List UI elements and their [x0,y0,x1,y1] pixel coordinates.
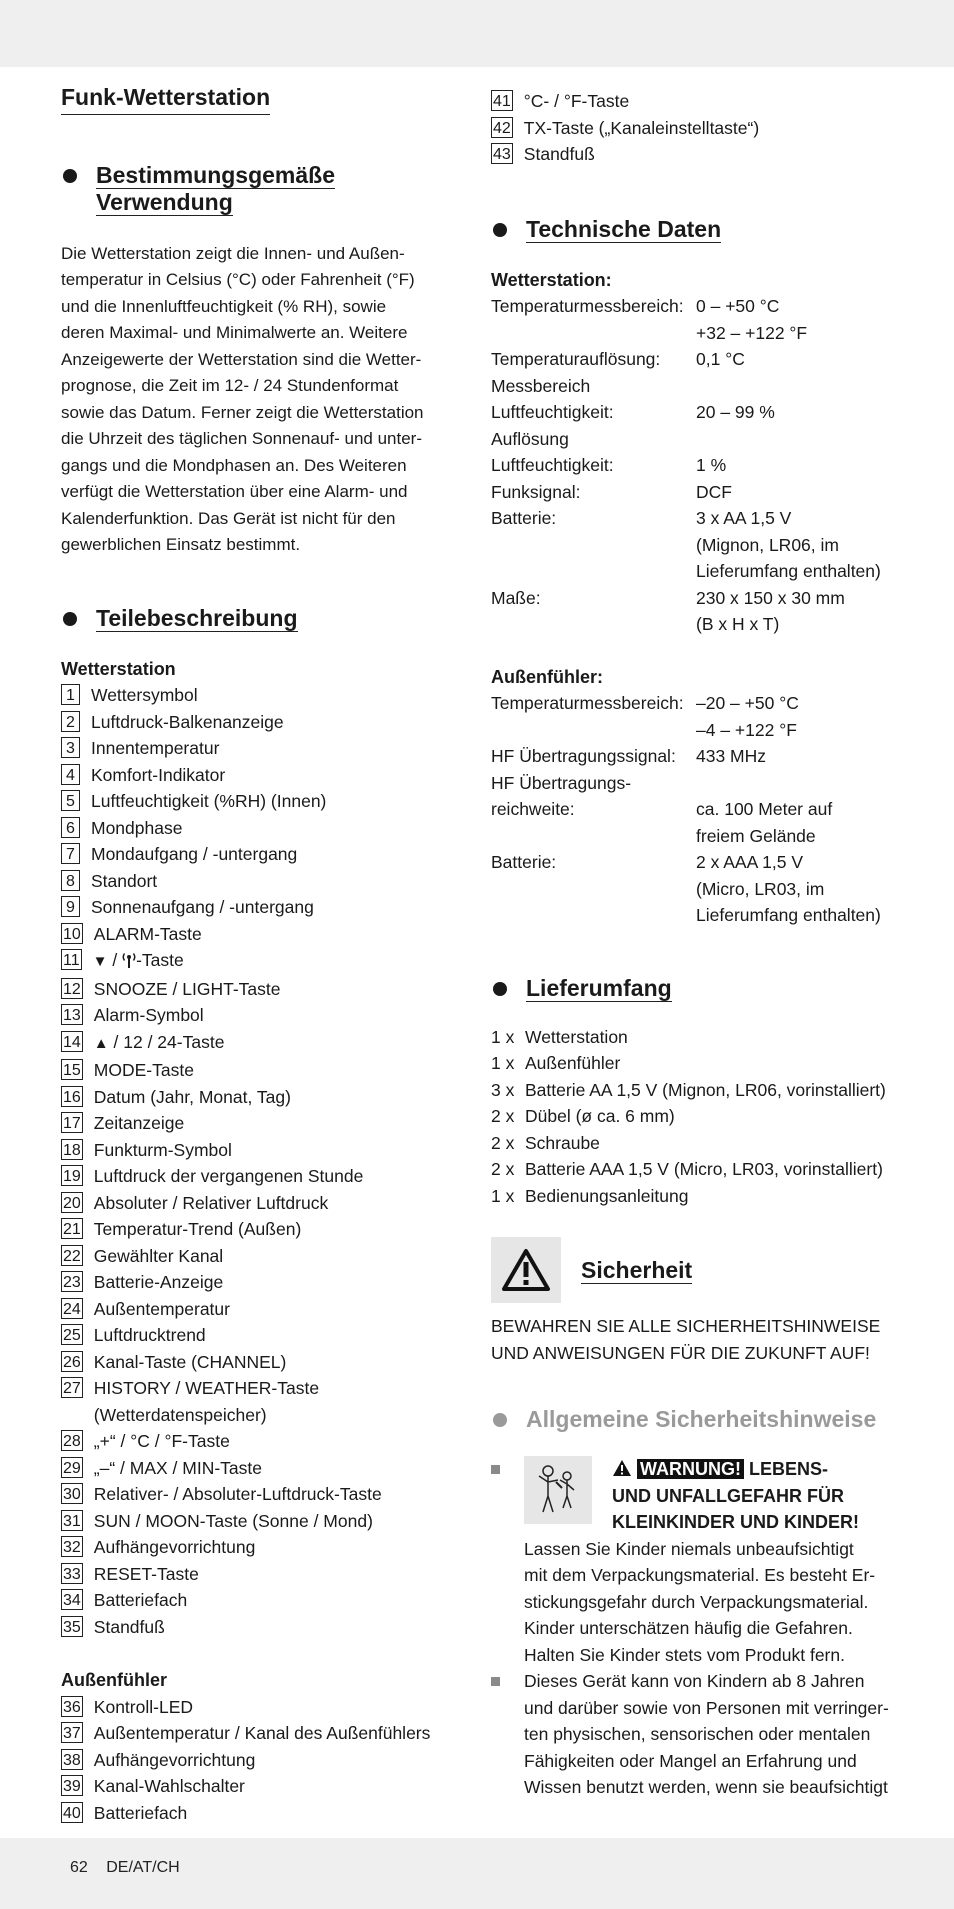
triangle-up-icon: ▲ [93,1034,109,1052]
list-item [61,1084,466,1111]
item-label: Standfuß [93,1616,165,1637]
spec-row [491,346,901,373]
item-number: 24 [61,1298,83,1319]
spec-row [491,902,901,929]
spec-row [491,770,901,797]
text-line: die Uhrzeit des täglichen Sonnenauf- und unter- [61,429,423,449]
spec-value: –4 – +122 °F [696,719,797,740]
spec-value: Lieferumfang enthalten) [696,905,881,925]
item-quantity: 1 x [491,1026,515,1047]
section-title-parts: Teilebeschreibung [96,604,298,631]
list-item [61,1002,466,1029]
item-label [94,1029,466,1058]
item-number: 28 [61,1430,83,1451]
spec-value: –20 – +50 °C [696,693,799,713]
section-heading-scope [491,975,901,1002]
item-label: Alarm-Symbol [93,1005,204,1026]
square-bullet-icon [491,1465,500,1474]
spec-key [491,717,696,744]
item-label: Komfort-Indikator [91,764,226,785]
list-item [61,894,466,921]
text-line: Halten Sie Kinder stets vom Produkt fern. [524,1644,845,1665]
item-quantity: 2 x [491,1106,515,1126]
section-title-tech: Technische Daten [526,215,722,242]
item-number: 11 [61,949,82,970]
text-line: ten physischen, sensorischen oder mentalen [524,1724,871,1744]
spec-key [491,611,696,638]
spec-row [491,796,901,823]
spec-row [491,452,901,479]
text-line: und die Innenluftfeuchtigkeit (% RH), sowie [61,296,387,316]
item-label: Luftdruck der vergangenen Stunde [93,1166,364,1187]
tech-station-heading: Wetterstation: [491,269,612,290]
warning-heading-text: KLEINKINDER UND KINDER! [612,1512,859,1532]
spec-row [491,293,901,320]
item-number: 34 [61,1589,83,1610]
spec-value [696,426,901,453]
spec-key: Luftfeuchtigkeit: [491,402,614,422]
text-line: mit dem Verpackungsmaterial. Es besteht Er- [524,1565,876,1585]
spec-key: Batterie: [491,852,557,872]
text-line: deren Maximal- und Minimalwerte an. Weitere [61,323,408,343]
text-line: sowie das Datum. Ferner zeigt die Wetterstation [61,402,424,422]
item-label: Batteriefach [93,1802,188,1823]
list-item [491,115,901,142]
section-heading-safety [491,1237,901,1303]
spec-row [491,823,901,850]
parts-sensor-list [61,1694,466,1827]
list-item [61,1137,466,1164]
spec-key [491,902,696,929]
item-number: 42 [491,117,513,138]
spec-key: reichweite: [491,799,575,819]
item-label: Wetterstation [525,1026,628,1047]
list-item [61,682,466,709]
text-line: prognose, die Zeit im 12- / 24 Stundenformat [61,376,399,396]
item-label: Aufhängevorrichtung [93,1749,256,1770]
text-line: temperatur in Celsius (°C) oder Fahrenheit (°F) [61,270,415,290]
item-number: 31 [61,1510,83,1531]
item-quantity: 2 x [491,1159,515,1179]
item-quantity: 2 x [491,1132,515,1153]
keep-instructions-line: UND ANWEISUNGEN FÜR DIE ZUKUNFT AUF! [491,1342,870,1363]
list-item [61,1057,466,1084]
spec-key: Temperaturmessbereich: [491,693,684,713]
text-line: Wissen benutzt werden, wenn sie beaufsichtigt [524,1777,888,1797]
section-bullet-icon [493,1413,507,1427]
parts-sensor-heading: Außenfühler [61,1670,167,1691]
warning-heading [612,1456,859,1536]
item-label: Wettersymbol [91,685,198,706]
warning-small-icon [612,1459,632,1477]
item-label: ALARM-Taste [93,923,202,944]
list-item [61,868,466,895]
warning-triangle-icon [491,1237,561,1303]
spec-row [491,743,901,770]
list-item [61,947,466,976]
list-item [61,1800,466,1827]
spec-key: Temperaturmessbereich: [491,296,684,316]
text-line: stickungsgefahr durch Verpackungsmaterial. [524,1591,869,1612]
spec-row [491,849,901,876]
item-label: Mondaufgang / -untergang [91,844,298,865]
item-label: °C- / °F-Taste [523,91,630,111]
page-number: 62 [70,1859,88,1876]
warning-children [491,1456,901,1668]
item-label: Aufhängevorrichtung [93,1537,256,1558]
section-heading-general-safety [491,1406,901,1432]
spec-value [696,770,901,797]
section-title-scope: Lieferumfang [526,974,672,1001]
item-number: 19 [61,1165,83,1186]
spec-value [696,373,901,400]
text-line: gangs und die Mondphasen an. Des Weiteren [61,455,407,475]
item-label: HISTORY / WEATHER-Taste (Wetterdatenspeicher) [93,1378,320,1425]
text-line: Lassen Sie Kinder niemals unbeaufsichtigt [524,1538,854,1559]
spec-key: Luftfeuchtigkeit: [491,455,614,475]
antenna-icon [122,952,136,968]
right-column [491,88,901,1801]
item-label: Absoluter / Relativer Luftdruck [93,1192,329,1213]
tech-sensor-heading: Außenfühler: [491,666,603,687]
item-label: MODE-Taste [93,1060,194,1081]
item-label: SUN / MOON-Taste (Sonne / Mond) [93,1510,373,1531]
use-paragraph [61,241,466,559]
spec-key: Batterie: [491,508,557,528]
item-label: Luftfeuchtigkeit (%RH) (Innen) [91,791,327,812]
list-item [61,921,466,948]
item-number: 27 [61,1377,83,1398]
list-item [491,1103,901,1130]
section-bullet-icon [493,982,507,996]
item-label: Kanal-Taste (CHANNEL) [93,1351,287,1372]
spec-value: 1 % [696,455,727,475]
spec-row [491,479,901,506]
spec-row [491,585,901,612]
section-title-use-1: Bestimmungsgemäße [96,161,336,188]
item-label: Außentemperatur / Kanal des Außenfühlers [93,1723,431,1744]
list-item [491,1050,901,1077]
item-number: 23 [61,1271,83,1292]
child-warning-icon [524,1456,592,1524]
spec-row [491,399,901,426]
spec-value: freiem Gelände [696,825,816,846]
section-bullet-icon [63,612,77,626]
item-number: 4 [61,764,80,785]
triangle-down-icon: ▼ [92,953,108,971]
list-item [61,1428,466,1455]
tech-sensor-specs [491,690,901,929]
item-label: SNOOZE / LIGHT-Taste [93,978,281,999]
list-item [491,1156,901,1183]
section-title-use-2: Verwendung [96,188,233,215]
list-item [61,1694,466,1721]
item-label: Bedienungsanleitung [525,1185,689,1206]
item-label: Luftdruck-Balkenanzeige [91,711,284,732]
list-item [491,141,901,168]
item-number: 6 [61,817,80,838]
list-item [61,1269,466,1296]
spec-value: 433 MHz [696,746,767,766]
spec-value: (B x H x T) [696,614,780,634]
spec-key [491,823,696,850]
spec-key: Auflösung [491,428,569,449]
item-number: 25 [61,1324,83,1345]
spec-key [491,532,696,559]
left-column [61,82,466,1826]
list-item [61,1296,466,1323]
item-number: 16 [61,1086,83,1107]
spec-row [491,717,901,744]
item-number: 8 [61,870,80,891]
spec-key: Funksignal: [491,481,581,502]
item-number: 36 [61,1696,83,1717]
list-item [61,1481,466,1508]
text-line: Kinder unterschätzen häufig die Gefahren. [524,1618,853,1638]
list-item [491,1130,901,1157]
section-heading-tech [491,216,901,243]
list-item [61,735,466,762]
item-number: 30 [61,1483,83,1504]
list-item [61,1349,466,1376]
section-heading-parts [61,605,466,632]
item-label: Batterie-Anzeige [93,1272,224,1293]
item-quantity: 3 x [491,1079,515,1100]
item-number: 39 [61,1775,83,1796]
item-label: Luftdrucktrend [93,1325,206,1346]
spec-value: 0 – +50 °C [696,296,780,316]
list-item [61,1243,466,1270]
list-item [61,815,466,842]
item-label: „+“ / °C / °F-Taste [93,1431,230,1452]
item-number: 12 [61,978,83,999]
spec-key: HF Übertragungs- [491,772,632,793]
item-label: Mondphase [91,817,183,838]
list-item [61,1561,466,1588]
spec-row [491,373,901,400]
item-number: 33 [61,1563,83,1584]
spec-row [491,320,901,347]
text-line: Kalenderfunktion. Das Gerät ist nicht für den [61,508,396,528]
list-item [61,1216,466,1243]
list-item [61,1029,466,1058]
text-line: Fähigkeiten oder Mangel an Erfahrung und [524,1750,857,1771]
spec-value: Lieferumfang enthalten) [696,561,881,581]
item-label: „–“ / MAX / MIN-Taste [93,1457,263,1478]
item-label: Kanal-Wahlschalter [93,1776,245,1797]
spec-row [491,558,901,585]
list-item [61,1455,466,1482]
item-number: 7 [61,843,80,864]
item-label-text: / 12 / 24-Taste [113,1031,225,1052]
spec-row [491,690,901,717]
list-item [61,1322,466,1349]
item-label: ▼ / -Taste [92,950,184,971]
list-item [61,1747,466,1774]
safety-bullet-children-use [491,1668,901,1801]
region-label: DE/AT/CH [106,1859,180,1876]
item-number: 13 [61,1004,83,1025]
spec-key: Messbereich [491,375,591,396]
list-item [61,1614,466,1641]
keep-instructions-line: BEWAHREN SIE ALLE SICHERHEITSHINWEISE [491,1316,881,1336]
item-number: 29 [61,1457,83,1478]
item-label: Dübel (ø ca. 6 mm) [525,1106,675,1126]
item-quantity: 1 x [491,1053,515,1073]
warning-heading-text: UND UNFALLGEFAHR FÜR [612,1485,844,1506]
item-label: RESET-Taste [93,1563,199,1584]
item-number: 41 [491,90,513,111]
item-label: Standort [91,870,158,891]
item-number: 26 [61,1351,83,1372]
document-title: Funk-Wetterstation [61,84,270,115]
item-label: Außenfühler [525,1053,621,1073]
section-bullet-icon [493,223,507,237]
list-item [61,1534,466,1561]
item-label: Batterie AA 1,5 V (Mignon, LR06, vorinstalliert) [525,1079,886,1100]
item-label: Batterie AAA 1,5 V (Micro, LR03, vorinstalliert) [525,1159,883,1179]
item-number: 14 [61,1031,83,1052]
spec-value: 2 x AAA 1,5 V [696,852,804,872]
warning-heading-text: LEBENS- [744,1459,829,1479]
item-number: 2 [61,711,80,732]
item-number: 17 [61,1112,83,1133]
spec-value: ca. 100 Meter auf [696,799,833,819]
spec-key: Temperaturauflösung: [491,349,661,369]
item-number: 32 [61,1536,83,1557]
spec-row [491,505,901,532]
text-line: Anzeigewerte der Wetterstation sind die Wetter- [61,349,422,369]
list-item [61,788,466,815]
spec-value: 230 x 150 x 30 mm [696,587,845,608]
item-number: 9 [61,896,80,917]
list-item [61,1110,466,1137]
item-label-text: -Taste [136,950,184,971]
top-band [0,0,954,67]
item-label: Funkturm-Symbol [93,1139,232,1160]
item-number: 20 [61,1192,83,1213]
spec-value: 0,1 °C [696,349,745,369]
spec-row [491,876,901,903]
parts-station-heading: Wetterstation [61,658,176,679]
text-line: verfügt die Wetterstation über eine Alarm- und [61,482,408,502]
item-label: Sonnenaufgang / -untergang [91,897,314,918]
text-line: Dieses Gerät kann von Kindern ab 8 Jahren [524,1671,865,1691]
item-label: Datum (Jahr, Monat, Tag) [93,1086,291,1107]
spec-key [491,320,696,347]
item-number: 1 [61,684,80,705]
spec-value: 20 – 99 % [696,402,775,422]
list-item [491,88,901,115]
list-item [61,762,466,789]
spec-key [491,876,696,903]
square-bullet-icon [491,1677,500,1686]
item-label: Kontroll-LED [93,1696,194,1717]
item-label: Batteriefach [93,1590,188,1611]
item-number: 3 [61,737,80,758]
item-number: 35 [61,1616,83,1637]
spec-value: DCF [696,481,732,502]
item-number: 18 [61,1139,83,1160]
item-label: TX-Taste („Kanaleinstelltaste“) [523,117,760,138]
warning-label-text: WARNUNG! [637,1459,744,1479]
item-number: 40 [61,1802,83,1823]
item-number: 15 [61,1059,83,1080]
item-quantity: 1 x [491,1185,515,1206]
item-label: Standfuß [523,144,595,164]
item-number: 5 [61,790,80,811]
spec-row [491,611,901,638]
page-footer [70,1859,194,1877]
spec-row [491,426,901,453]
parts-station-list [61,682,466,1640]
list-item [491,1077,901,1104]
section-title-safety: Sicherheit [581,1256,693,1283]
spec-key [491,558,696,585]
item-number: 10 [61,923,83,944]
item-number: 43 [491,143,513,164]
item-number: 37 [61,1722,83,1743]
list-item [61,1375,466,1428]
list-item [491,1024,901,1051]
spec-value: +32 – +122 °F [696,322,808,343]
item-label: Zeitanzeige [93,1113,185,1134]
spec-key: HF Übertragungssignal: [491,746,676,766]
list-item [491,1183,901,1210]
list-item [61,1720,466,1747]
item-number: 38 [61,1749,83,1770]
section-bullet-icon [63,169,77,183]
item-label: Außentemperatur [93,1298,230,1319]
spec-row [491,532,901,559]
spec-value: (Mignon, LR06, im [696,534,839,555]
list-item [61,1508,466,1535]
section-title-general-safety: Allgemeine Sicherheitshinweise [526,1406,877,1432]
list-item [61,976,466,1003]
list-item [61,1773,466,1800]
list-item [61,709,466,736]
spec-key: Maße: [491,587,541,608]
tech-station-specs [491,293,901,638]
item-label: Schraube [525,1132,600,1153]
parts-sensor-list-continued [491,88,901,168]
scope-list [491,1024,901,1210]
item-label: Temperatur-Trend (Außen) [93,1219,302,1240]
item-label: Relativer- / Absoluter-Luftdruck-Taste [93,1484,382,1505]
text-line: gewerblichen Einsatz bestimmt. [61,535,301,555]
item-label: Gewählter Kanal [93,1245,224,1266]
list-item [61,1587,466,1614]
item-number: 21 [61,1218,83,1239]
section-heading-use [61,162,466,216]
spec-value: (Micro, LR03, im [696,878,825,899]
item-number: 22 [61,1245,83,1266]
spec-value: 3 x AA 1,5 V [696,508,792,528]
text-line: Die Wetterstation zeigt die Innen- und Außen- [61,243,405,263]
warning-label [612,1459,744,1479]
text-line: und darüber sowie von Personen mit verringer- [524,1697,889,1718]
item-label: Innentemperatur [91,738,220,759]
list-item [61,1190,466,1217]
list-item [61,841,466,868]
list-item [61,1163,466,1190]
